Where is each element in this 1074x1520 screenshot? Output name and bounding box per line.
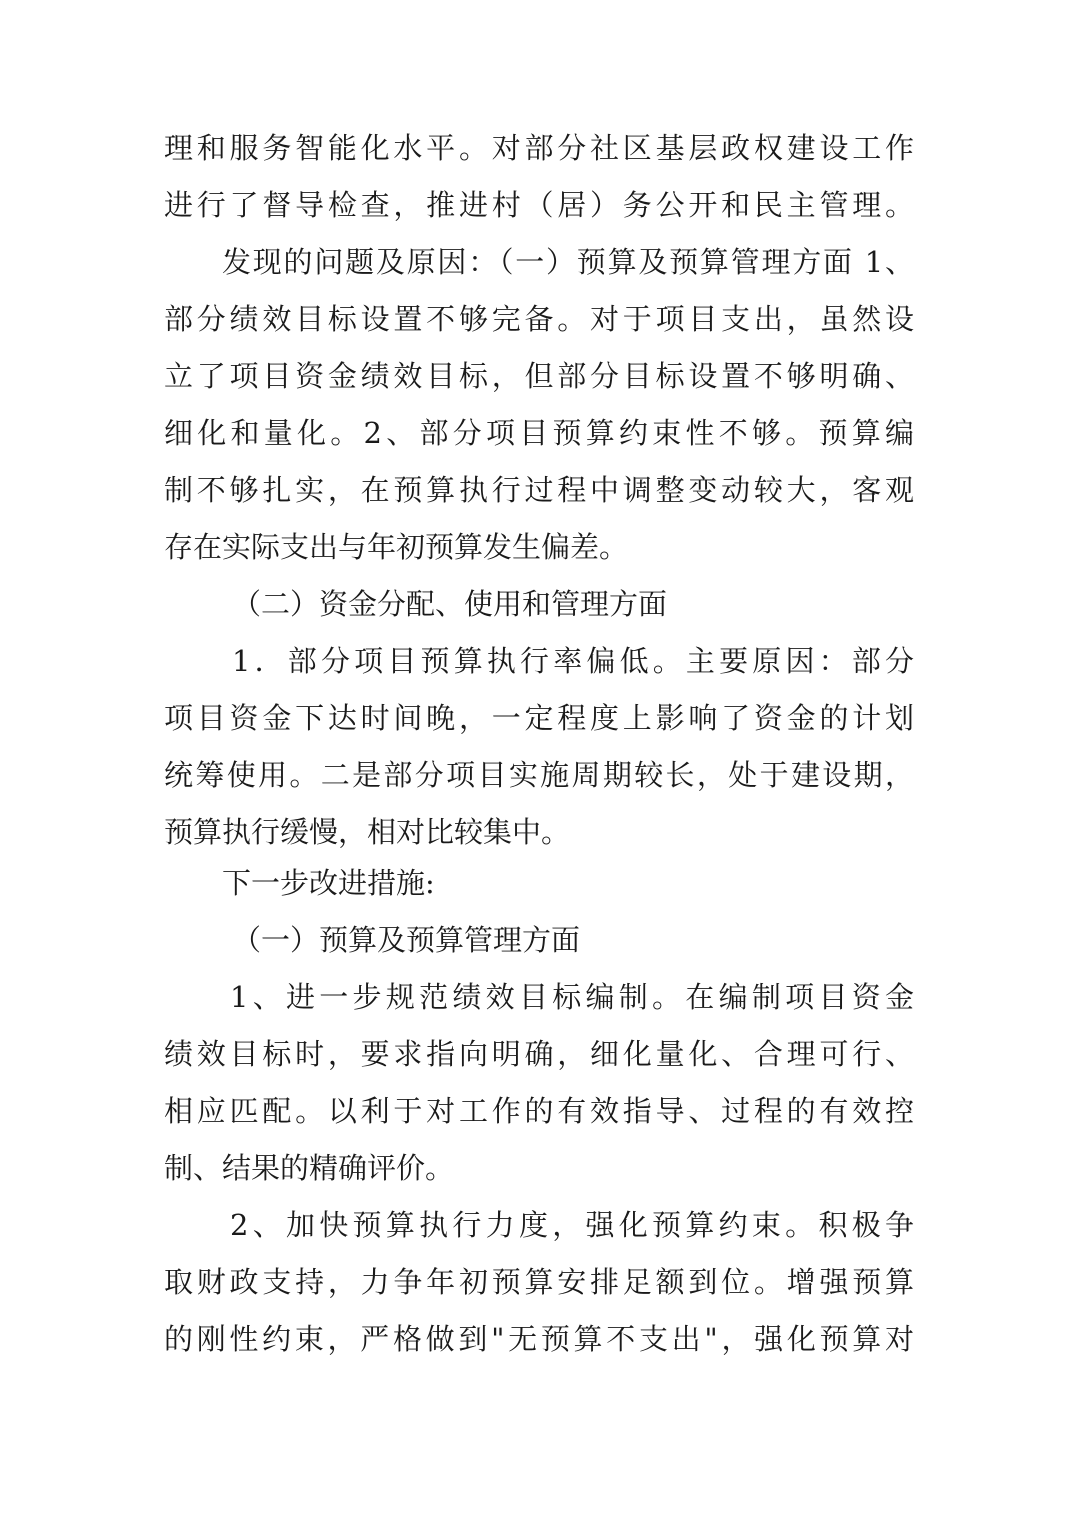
- text-line: 统筹使用。二是部分项目实施周期较长，处于建设期，: [164, 758, 914, 792]
- text-line: 预算执行缓慢，相对比较集中。: [164, 815, 571, 849]
- text-line: 的刚性约束，严格做到"无预算不支出"，强化预算对: [164, 1322, 914, 1356]
- text-line: 1、进一步规范绩效目标编制。在编制项目资金: [230, 980, 914, 1014]
- text-line: 存在实际支出与年初预算发生偏差。: [164, 530, 629, 564]
- text-line: 制、结果的精确评价。: [164, 1151, 455, 1185]
- text-line: 制不够扎实，在预算执行过程中调整变动较大，客观: [164, 473, 914, 507]
- section-heading: 下一步改进措施:: [222, 866, 435, 900]
- text-line: 项目资金下达时间晚，一定程度上影响了资金的计划: [164, 701, 914, 735]
- text-line: 理和服务智能化水平。对部分社区基层政权建设工作: [164, 131, 914, 165]
- text-line: 发现的问题及原因：（一）预算及预算管理方面 1、: [222, 245, 914, 279]
- section-heading: （一）预算及预算管理方面: [232, 923, 581, 957]
- text-line: 取财政支持，力争年初预算安排足额到位。增强预算: [164, 1265, 914, 1299]
- text-line: 绩效目标时，要求指向明确，细化量化、合理可行、: [164, 1037, 914, 1071]
- text-line: 相应匹配。以利于对工作的有效指导、过程的有效控: [164, 1094, 914, 1128]
- text-line: 立了项目资金绩效目标，但部分目标设置不够明确、: [164, 359, 914, 393]
- text-line: 细化和量化。2、部分项目预算约束性不够。预算编: [164, 416, 914, 450]
- text-line: 2、加快预算执行力度，强化预算约束。积极争: [230, 1208, 914, 1242]
- text-line: 1．部分项目预算执行率偏低。主要原因：部分: [232, 644, 914, 678]
- text-line: 进行了督导检查，推进村（居）务公开和民主管理。: [164, 188, 914, 222]
- text-line: 部分绩效目标设置不够完备。对于项目支出，虽然设: [164, 302, 914, 336]
- section-heading: （二）资金分配、使用和管理方面: [232, 587, 668, 621]
